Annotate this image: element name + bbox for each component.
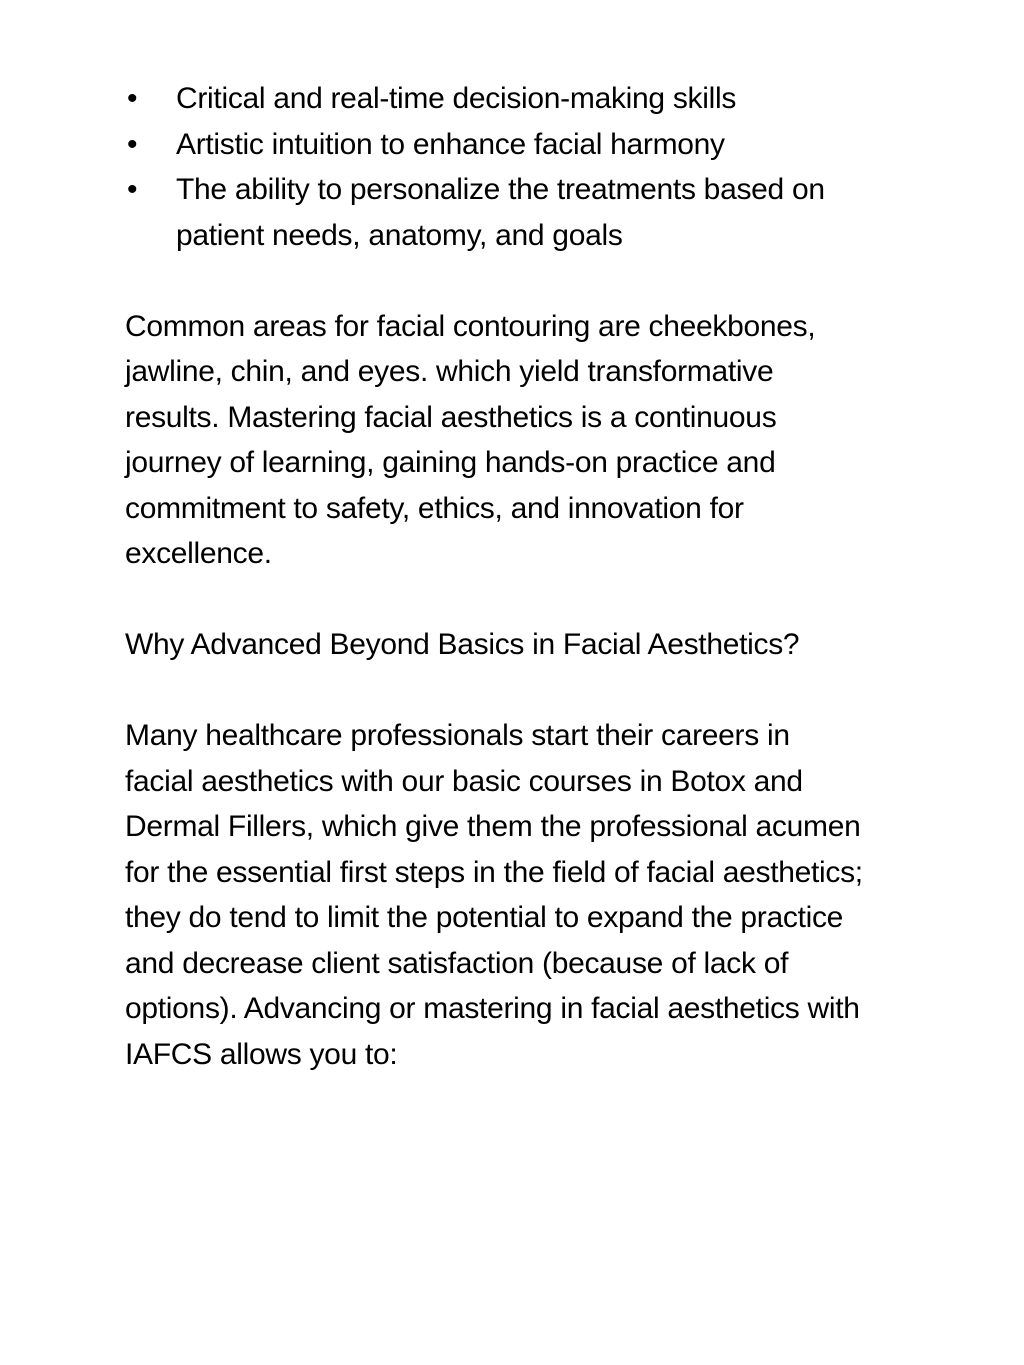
list-item-text: Artistic intuition to enhance facial harmony: [176, 127, 725, 161]
contouring-paragraph: Common areas for facial contouring are cheekbones, jawline, chin, and eyes. which yield transformative results. Mastering facial aesthetics is a continuous journey of learning, gaining hands-on practice and commitment to safety, ethics, and innovation for excellence.: [125, 309, 816, 570]
bullet-icon: •: [127, 127, 138, 161]
spacer: [125, 668, 865, 714]
document-page: [125, 76, 865, 1077]
list-item: [125, 122, 865, 168]
list-item-text: The ability to personalize the treatments based on patient needs, anatomy, and goals: [176, 173, 825, 252]
list-item: [125, 76, 865, 122]
bullet-icon: •: [127, 173, 138, 206]
spacer: [125, 577, 865, 623]
section-heading: Why Advanced Beyond Basics in Facial Aesthetics?: [125, 628, 800, 661]
bullet-icon: •: [127, 82, 138, 115]
spacer: [125, 258, 865, 304]
list-item: [125, 167, 865, 258]
skills-bullet-list: [125, 76, 865, 258]
list-item-text: Critical and real-time decision-making skills: [176, 82, 737, 115]
careers-paragraph: Many healthcare professionals start their careers in facial aesthetics with our basic courses in Botox and Dermal Fillers, which give them the professional acumen for the essential first steps in the field of facial aesthetics; they do tend to limit the potential to expand the practice and decrease client satisfaction (because of lack of options). Advancing or mastering in facial aesthetics with IAFCS allows you to:: [125, 719, 863, 1071]
